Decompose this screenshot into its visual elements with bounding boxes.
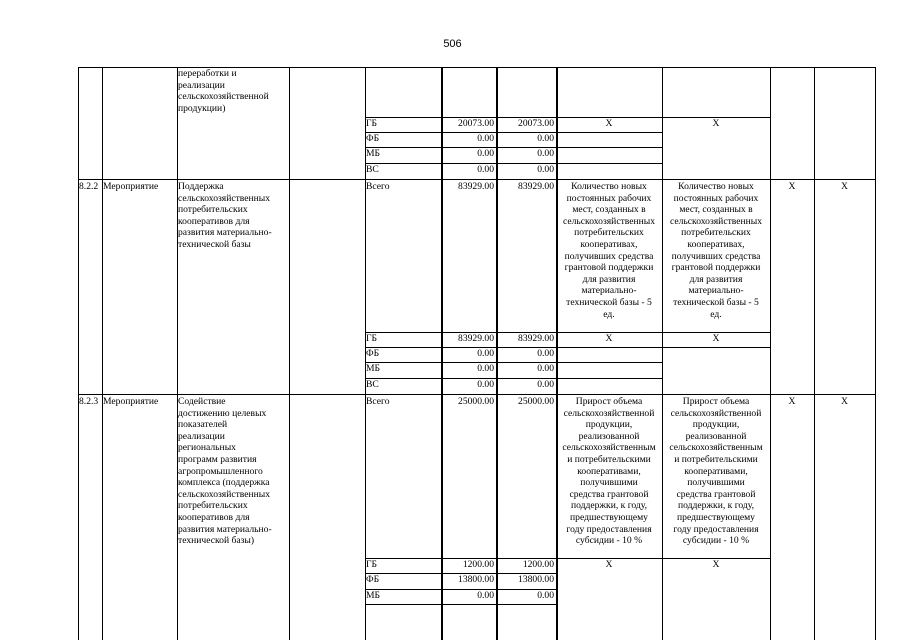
source-label: Всего (366, 181, 390, 192)
indicator-text: кооперативами, (684, 465, 748, 477)
name-line: Поддержка (178, 181, 224, 192)
name-line: сельскохозяйственной (178, 91, 269, 103)
value-cell: 13800.00 (458, 574, 494, 585)
indicator-text: материально- (688, 285, 744, 297)
indicator-text: получивших средства (671, 250, 761, 262)
name-line: переработки и (178, 68, 237, 79)
item-number: 8.2.3 (79, 396, 99, 407)
value-cell: 83929.00 (458, 181, 494, 192)
indicator-text: кооперативами, (577, 465, 641, 477)
indicator-text: предшествующему (570, 512, 648, 523)
indicator-text: мест, созданных в (679, 204, 753, 216)
indicator-text: ед. (710, 308, 722, 320)
value-cell: 0.00 (537, 133, 554, 144)
value-cell: 0.00 (477, 379, 494, 390)
name-line: потребительских (178, 500, 248, 512)
name-line: сельскохозяйственных (178, 488, 271, 500)
column-rule (662, 67, 663, 640)
name-line: технической базы) (178, 535, 255, 547)
indicator-x: Х (788, 181, 796, 192)
value-cell: 0.00 (537, 363, 554, 374)
indicator-text: постоянных рабочих (673, 192, 759, 204)
source-label: МБ (366, 363, 381, 374)
value-cell: 1200.00 (462, 559, 494, 570)
name-line: развития материально- (178, 227, 272, 239)
value-cell: 0.00 (537, 590, 554, 601)
value-cell: 0.00 (537, 148, 554, 159)
name-line: достижению целевых (178, 407, 267, 419)
budget-table (78, 67, 876, 640)
indicator-text: кооперативах, (687, 239, 745, 250)
page-number: 506 (443, 38, 462, 50)
indicator-text: средства грантовой (569, 488, 649, 500)
item-number: 8.2.2 (79, 181, 99, 192)
indicator-text: для развития (582, 273, 636, 285)
indicator-text: субсидии - 10 % (575, 535, 643, 547)
indicator-text: потребительских (574, 227, 644, 239)
name-line: развития материально- (178, 523, 272, 535)
indicator-x: Х (605, 333, 613, 344)
block-rule (78, 179, 875, 180)
row-rule (556, 347, 770, 348)
indicator-text: кооперативах, (580, 239, 638, 250)
row-rule (662, 117, 770, 118)
name-line: технической базы (178, 239, 251, 250)
value-cell: 0.00 (477, 590, 494, 601)
indicator-x: Х (605, 559, 613, 570)
indicator-text: поддержки, к году, (677, 500, 755, 512)
indicator-text: сельскохозяйственных (669, 215, 763, 227)
indicator-text: Количество новых (678, 181, 754, 192)
indicator-x: Х (841, 396, 848, 407)
value-cell: 0.00 (477, 133, 494, 144)
value-cell: 1200.00 (522, 559, 554, 570)
indicator-text: ед. (603, 308, 615, 320)
value-cell: 25000.00 (518, 396, 554, 407)
indicator-text: Прирост объема (682, 396, 750, 407)
name-line: программ развития (178, 454, 257, 465)
column-rule (289, 67, 290, 640)
name-line: кооперативов для (178, 215, 250, 227)
column-rule (557, 67, 558, 640)
source-label: ФБ (366, 348, 380, 359)
indicator-text: сельскохозяйственным (562, 442, 656, 454)
source-label: МБ (366, 148, 381, 159)
indicator-text: и потребительскими (567, 454, 651, 465)
column-rule (770, 67, 771, 640)
value-cell: 25000.00 (458, 396, 494, 407)
indicator-x: Х (712, 559, 720, 570)
indicator-text: получившими (580, 477, 638, 489)
indicator-text: Прирост объема (575, 396, 643, 407)
indicator-x: Х (841, 181, 848, 192)
indicator-text: материально- (581, 285, 637, 297)
indicator-text: грантовой поддержки (671, 262, 761, 274)
value-cell: 83929.00 (518, 333, 554, 344)
value-cell: 0.00 (537, 164, 554, 175)
indicator-text: реализованной (578, 430, 640, 442)
name-line: продукции) (178, 102, 226, 114)
value-cell: 0.00 (537, 379, 554, 390)
name-line: агропромышленного (178, 465, 263, 477)
indicator-text: мест, созданных в (572, 204, 646, 216)
name-line: региональных (178, 442, 236, 454)
indicator-x: Х (712, 333, 720, 344)
block-rule (78, 394, 875, 395)
indicator-text: году предоставления (566, 523, 652, 535)
indicator-text: и потребительскими (674, 454, 758, 465)
name-line: показателей (178, 419, 228, 431)
indicator-text: сельскохозяйственных (562, 215, 656, 227)
name-line: потребительских (178, 204, 248, 216)
item-type: Мероприятие (103, 181, 159, 192)
column-rule (875, 67, 876, 640)
indicator-x: Х (712, 118, 720, 129)
source-label: ГБ (366, 559, 378, 570)
indicator-text: продукции, (585, 419, 633, 431)
indicator-text: продукции, (692, 419, 740, 431)
row-rule (365, 604, 556, 605)
name-line: Содействие (178, 396, 226, 407)
indicator-text: субсидии - 10 % (682, 535, 750, 547)
indicator-text: сельскохозяйственным (669, 442, 763, 454)
indicator-text: постоянных рабочих (566, 192, 652, 204)
value-cell: 0.00 (477, 348, 494, 359)
value-cell: 83929.00 (458, 333, 494, 344)
name-line: реализации (178, 430, 225, 442)
item-type: Мероприятие (103, 396, 159, 407)
column-rule (102, 67, 103, 640)
indicator-x: Х (788, 396, 796, 407)
value-cell: 20073.00 (458, 118, 494, 129)
indicator-text: Количество новых (571, 181, 647, 192)
source-label: ВС (366, 379, 379, 390)
indicator-text: сельскохозяйственной (563, 407, 655, 419)
name-line: кооперативов для (178, 512, 250, 523)
value-cell: 83929.00 (518, 181, 554, 192)
indicator-text: сельскохозяйственной (670, 407, 762, 419)
indicator-text: технической базы - 5 (566, 297, 652, 308)
value-cell: 13800.00 (518, 574, 554, 585)
column-rule (78, 67, 79, 640)
source-label: МБ (366, 590, 381, 601)
source-label: ВС (366, 164, 379, 175)
indicator-text: реализованной (685, 430, 747, 442)
source-label: Всего (366, 396, 390, 407)
indicator-text: поддержки, к году, (570, 500, 648, 512)
value-cell: 0.00 (477, 363, 494, 374)
indicator-text: предшествующему (677, 512, 755, 523)
indicator-text: средства грантовой (676, 488, 756, 500)
indicator-text: для развития (689, 273, 743, 285)
value-cell: 20073.00 (518, 118, 554, 129)
indicator-text: получившими (687, 477, 745, 489)
name-line: реализации (178, 79, 225, 91)
source-label: ФБ (366, 133, 380, 144)
source-label: ГБ (366, 118, 378, 129)
indicator-text: году предоставления (673, 523, 759, 535)
indicator-text: потребительских (681, 227, 751, 239)
indicator-text: получивших средства (564, 250, 654, 262)
source-label: ГБ (366, 333, 378, 344)
source-label: ФБ (366, 574, 380, 585)
column-rule (177, 67, 178, 640)
column-rule (814, 67, 815, 640)
value-cell: 0.00 (477, 164, 494, 175)
value-cell: 0.00 (537, 348, 554, 359)
value-cell: 0.00 (477, 148, 494, 159)
indicator-x: Х (605, 118, 613, 129)
name-line: сельскохозяйственных (178, 192, 271, 204)
name-line: комплекса (поддержка (178, 477, 270, 489)
indicator-text: технической базы - 5 (673, 297, 759, 308)
indicator-text: грантовой поддержки (564, 262, 654, 274)
